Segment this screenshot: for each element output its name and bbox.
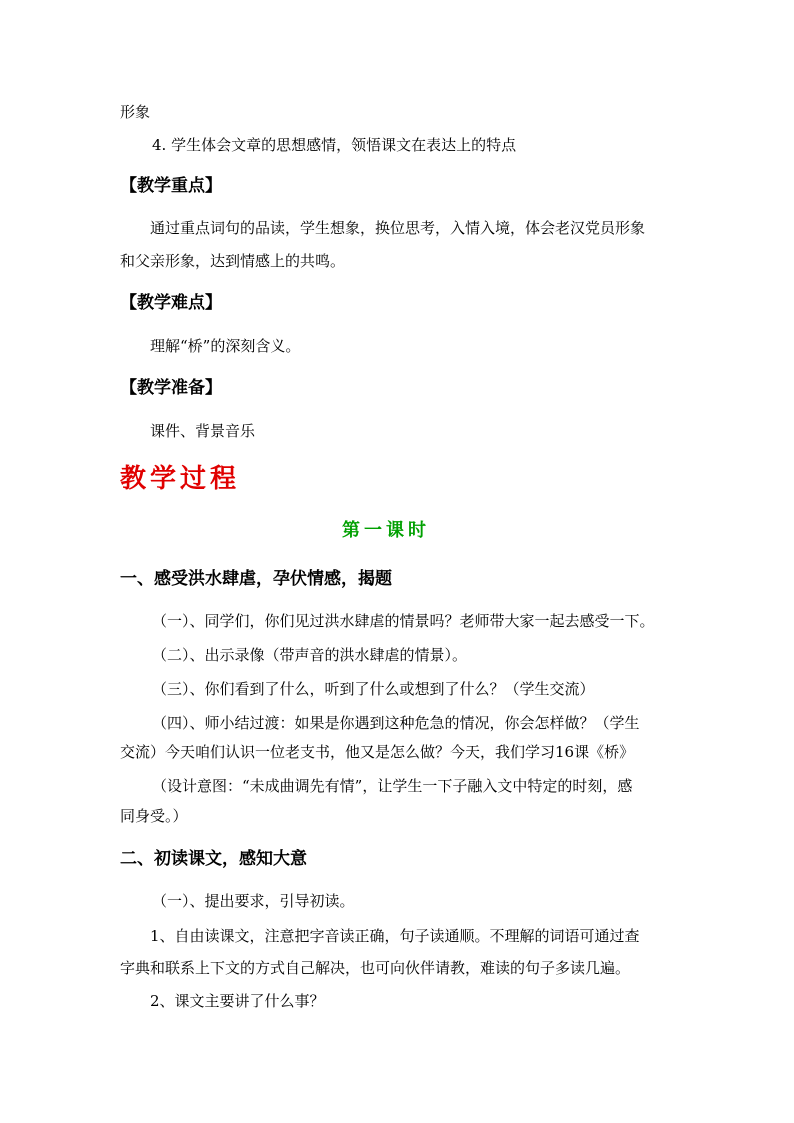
section-heading-2: 二、初读课文，感知大意 bbox=[120, 849, 307, 869]
text-line: （三）、你们看到了什么，听到了什么或想到了什么？（学生交流） bbox=[152, 680, 595, 698]
text-line: （一）、同学们，你们见过洪水肆虐的情景吗？老师带大家一起去感受一下。 bbox=[152, 612, 655, 630]
text-line: 2、课文主要讲了什么事？ bbox=[150, 992, 325, 1010]
text-line: 形象 bbox=[120, 103, 151, 121]
heading-preparation: 【教学准备】 bbox=[120, 378, 222, 398]
text-line: 字典和联系上下文的方式自己解决，也可向伙伴请教，难读的句子多读几遍。 bbox=[120, 959, 631, 977]
section-heading-1: 一、感受洪水肆虐，孕伏情感，揭题 bbox=[120, 569, 392, 589]
text-line: 和父亲形象，达到情感上的共鸣。 bbox=[120, 252, 346, 270]
heading-key-points: 【教学重点】 bbox=[120, 176, 222, 196]
objective-item-4: 4. 学生体会文章的思想感情，领悟课文在表达上的特点 bbox=[152, 136, 517, 154]
text-line: 1、自由读课文，注意把字音读正确，句子读通顺。不理解的词语可通过查 bbox=[150, 927, 640, 945]
text-line: 理解“桥”的深刻含义。 bbox=[150, 337, 301, 355]
text-line: （二）、出示录像（带声音的洪水肆虐的情景）。 bbox=[152, 646, 468, 664]
section-title-teaching-process: 教学过程 bbox=[120, 464, 241, 494]
text-line: 交流）今天咱们认识一位老支书，他又是怎么做？今天，我们学习16课《桥》 bbox=[120, 743, 635, 761]
text-line: （设计意图：“未成曲调先有情”，让学生一下子融入文中特定的时刻，感 bbox=[152, 777, 633, 795]
lesson-title: 第一课时 bbox=[342, 520, 430, 541]
text-line: 课件、背景音乐 bbox=[150, 422, 256, 440]
text-line: 通过重点词句的品读，学生想象，换位思考，入情入境，体会老汉党员形象 bbox=[150, 219, 646, 237]
text-line: （四）、师小结过渡：如果是你遇到这种危急的情况，你会怎样做？（学生 bbox=[152, 714, 640, 732]
text-line: 同身受。） bbox=[120, 807, 188, 825]
text-line: （一）、提出要求，引导初读。 bbox=[152, 892, 355, 910]
heading-difficulties: 【教学难点】 bbox=[120, 293, 222, 313]
